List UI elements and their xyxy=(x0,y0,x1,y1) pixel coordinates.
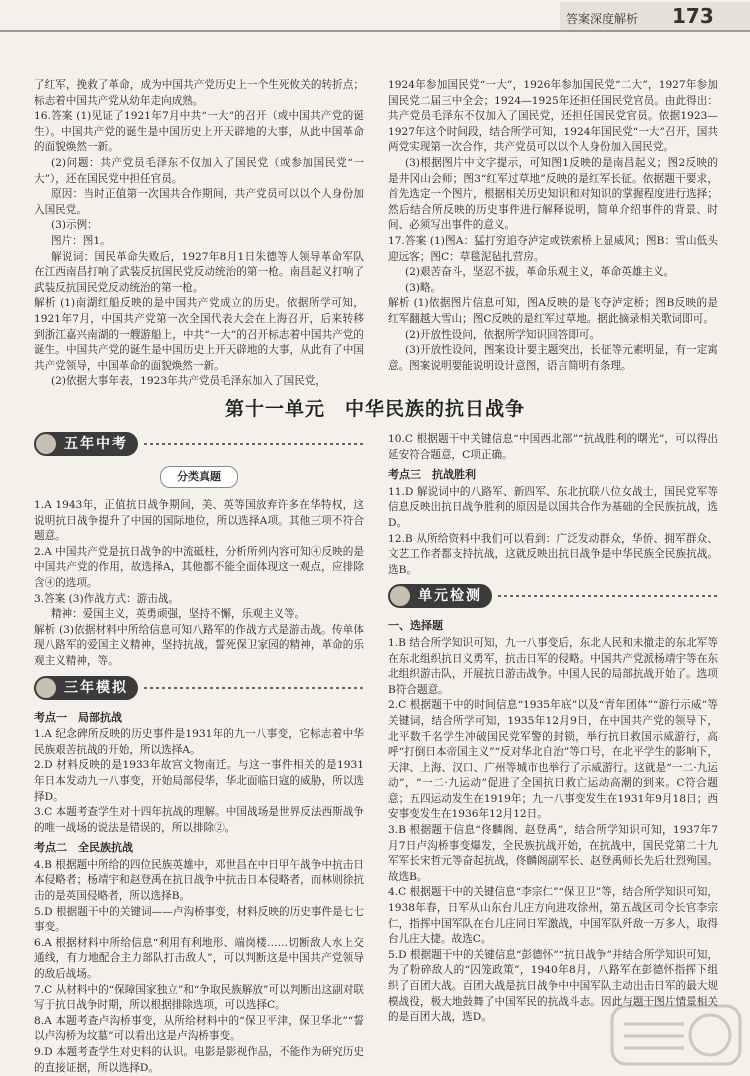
answer-item: 解析 (3)依据材料中所给信息可知八路军的作战方式是游击战。传单体现八路军的爱国主义精神，坚持抗战，誓死保卫家园的精神，革命的乐观主义精神，等。 xyxy=(34,623,364,667)
answer-item: 5.D 根据题干中的关键词——卢沟桥事变，材料反映的历史事件是七七事变。 xyxy=(34,905,364,934)
paragraph: (3)开放性设问，图案设计要主题突出，长征等元素明显，有一定寓意。图案说明要能说明设计意图，语言简明有条理。 xyxy=(388,344,718,372)
paragraph: (2)开放性设问，依据所学知识回答即可。 xyxy=(404,328,601,341)
answer-item: 4.B 根据题中所给的四位民族英雄中，邓世昌在中日甲午战争中抗击日本侵略者；杨靖宇和赵登禹在抗日战争中抗击日本侵略者，而林则徐抗击的是英国侵略者，所以选择B。 xyxy=(34,858,364,903)
topic-heading: 考点一 局部抗战 xyxy=(34,710,122,724)
dashed-rule xyxy=(144,687,364,689)
section-badge xyxy=(34,432,138,456)
answer-item: 2.C 根据题干中的时间信息“1935年底”以及“青年团体”“游行示威”等关键词，结合所学可知，1935年12月9日，在中国共产党的领导下，北平数千名学生冲破国民党军警的封锁，举行抗日救国示威游行，高呼“打倒日本帝国主义”“反对华北自治”等口号，在北平学生的影响下，天津、上海、汉口、广州等城市也举行了示威游行。这就是“一二·九运动”，“一二·九运动”促进了全国抗日救亡运动高潮的到来。C符合题意；五四运动发生在1919年；九一八事变发生在1931年9月18日；西安事变发生在1936年12月12日。 xyxy=(388,699,718,821)
topic-heading: 考点三 抗战胜利 xyxy=(388,468,476,482)
section-badge xyxy=(388,584,492,608)
paragraph: (3)示例： xyxy=(50,219,98,232)
dashed-rule xyxy=(144,443,364,445)
section-banner-three-year xyxy=(34,676,364,702)
answer-item: 8.A 本题考查卢沟桥事变，从所给材料中的“保卫平津，保卫华北”“誓以卢沟桥为坟墓”可以看出这是卢沟桥事变。 xyxy=(34,1014,364,1043)
header-rule xyxy=(0,30,750,32)
page-number: 173 xyxy=(672,4,714,28)
paragraph: 图片：图1。 xyxy=(50,234,111,247)
answer-item: 5.D 根据题干中的关键信息“彭德怀”“抗日战争”并结合所学知识可知，为了粉碎敌人的“囚笼政策”，1940年8月，八路军在彭德怀指挥下组织了百团大战。百团大战是抗日战争中中国军队主动出击日军的最大规模战役，极大地鼓舞了中国军民的抗战斗志。因此与题干图片情景相关的是百团大战，选D。 xyxy=(388,948,718,1024)
paragraph: (2)依据大事年表，1923年共产党员毛泽东加入了国民党， xyxy=(50,375,326,388)
section-badge-label: 单元检测 xyxy=(418,588,482,605)
answer-item: 12.B 从所给资料中我们可以看到：广泛发动群众，华侨、拥军群众、文艺工作者都支持抗战，这就反映出抗日战争是中华民族全民族抗战。选B。 xyxy=(388,532,718,576)
paragraph: 原因：当时正值第一次国共合作期间，共产党员可以以个人身份加入国民党。 xyxy=(34,188,364,216)
paragraph: (2)问题：共产党员毛泽东不仅加入了国民党（或参加国民党“一大”），还在国民党中担任官员。 xyxy=(34,156,364,185)
paragraph: 解析 (1)依据图片信息可知，图A反映的是飞夺泸定桥；图B反映的是红军翻越大雪山；图C反映的是红军过草地。据此摘录相关歌词即可。 xyxy=(388,297,718,325)
subsection-heading: 一、选择题 xyxy=(388,619,443,633)
topic-heading: 考点二 全民族抗战 xyxy=(34,841,133,855)
left-column-bottom xyxy=(34,426,364,1076)
paragraph: (3)略。 xyxy=(404,281,442,294)
answer-item: 1.A 1943年，正值抗日战争期间，美、英等国放弃许多在华特权，这说明抗日战争提升了中国的国际地位，所以选择A项。其他三项不符合题意。 xyxy=(34,499,364,543)
paragraph: 16.答案 (1)见证了1921年7月中共“一大”的召开（或中国共产党的诞生）。中国共产党的诞生是中国历史上开天辟地的大事，从此中国革命的面貌焕然一新。 xyxy=(34,110,364,154)
answer-item: 11.D 解说词中的八路军、新四军、东北抗联八位女战士，国民党军等信息反映出抗日战争胜利的原因是以国共合作为基础的全民族抗战，选D。 xyxy=(388,485,718,529)
mascot-icon xyxy=(390,586,410,606)
right-column-top xyxy=(388,78,718,374)
answer-item: 4.C 根据题干中的关键信息“李宗仁”“保卫卫”等，结合所学知识可知，1938年春，日军从山东台儿庄方向进攻徐州，第五战区司令长官李宗仁，指挥中国军队在台儿庄同日军激战，中国军队歼敌一万多人，取得台儿庄大捷。故选C。 xyxy=(388,886,718,946)
right-column-bottom xyxy=(388,432,718,1026)
paragraph: 解说词：国民革命失败后，1927年8月1日朱德等人领导革命军队在江西南昌打响了武装反抗国民党反动统治的第一枪。南昌起义打响了武装反抗国民党反动统治的第一枪。 xyxy=(34,250,364,294)
answer-item: 1.A 纪念碑所反映的历史事件是1931年的九一八事变，它标志着中华民族艰苦抗战的开始，所以选择A。 xyxy=(34,728,364,756)
answer-item: 3.B 根据题干信息“佟麟阁、赵登禹”，结合所学知识可知，1937年7月7日卢沟桥事变爆发，全民族抗战开始，在抗战中，国民党第二十九军军长宋哲元等奋起抗战，佟麟阁副军长、赵登禹师长先后壮烈殉国。故选B。 xyxy=(388,824,718,883)
unit-title: 第十一单元 中华民族的抗日战争 xyxy=(224,398,525,420)
answer-item: 精神：爱国主义，英勇顽强，坚持不懈，乐观主义等。 xyxy=(50,608,306,621)
paragraph: 1924年参加国民党“一大”，1926年参加国民党“二大”，1927年参加国民党二届三中全会；1924—1925年还担任国民党官员。由此得出：共产党员毛泽东不仅加入了国民党，还担任国民党官员。依据1923—1927年这个时间段，结合所学可知，1924年国民党“一大”召开，国共两党实现第一次合作，共产党员可以以个人身份加入国民党。 xyxy=(388,79,718,154)
section-badge xyxy=(34,676,138,700)
answer-item: 2.A 中国共产党是抗日战争的中流砥柱，分析所列内容可知④反映的是中国共产党的作用，故选择A，其他都不能全面体现这一观点，应排除含④的选项。 xyxy=(34,545,364,589)
section-banner-five-year xyxy=(34,432,364,458)
paragraph: 解析 (1)南湖红船反映的是中国共产党成立的历史。依据所学可知，1921年7月，中国共产党第一次全国代表大会在上海召开，后来转移到浙江嘉兴南湖的一艘游船上，中共“一大”的召开标志着中国共产党的诞生。中国共产党的诞生是中国历史上开天辟地的大事，从此有了中国共产党领导，中国革命的面貌焕然一新。 xyxy=(34,297,364,372)
paragraph: 17.答案 (1)图A：猛打穷追夺泸定或铁索桥上显威风；图B：雪山低头迎远客；图C：草毯泥毡扎营房。 xyxy=(388,234,718,263)
category-pill: 分类真题 xyxy=(160,466,238,488)
section-badge-label: 五年中考 xyxy=(64,436,128,452)
header-title: 答案深度解析 xyxy=(566,12,639,26)
mascot-icon xyxy=(36,678,56,698)
paragraph: 了红军，挽救了革命，成为中国共产党历史上一个生死攸关的转折点；标志着中国共产党从幼年走向成熟。 xyxy=(34,79,364,107)
left-column-top xyxy=(34,78,364,390)
answer-item: 3.答案 (3)作战方式：游击战。 xyxy=(34,592,180,605)
mascot-icon xyxy=(36,434,56,454)
answer-item: 7.C 从材料中的“保障国家独立”和“争取民族解放”可以判断出这副对联写于抗日战争时期，所以根据排除选项，可以选择C。 xyxy=(34,983,364,1012)
answer-item: 10.C 根据题干中关键信息“中国西北部”“抗战胜利的曙光”，可以得出延安符合题意，C项正确。 xyxy=(388,433,718,461)
answer-item: 2.D 材料反映的是1933年故宫文物南迁。与这一事件相关的是1931年日本发动九一八事变，开始局部侵华，华北面临日寇的威胁，所以选择D。 xyxy=(34,759,364,803)
paragraph: (3)根据图片中文字提示，可知图1反映的是南昌起义；图2反映的是井冈山会师；图3“红军过草地”反映的是红军长征。依据题干要求，首先选定一个图片，根据相关历史知识和对知识的掌握程度进行选择；然后结合所反映的历史事件进行解释说明，简单介绍事件的背景、时间、必须写出事件的意义。 xyxy=(388,156,718,232)
answer-item: 1.B 结合所学知识可知，九一八事变后，东北人民和未撤走的东北军等在东北组织抗日义勇军，抗击日军的侵略。中国共产党派杨靖宇等在东北组织游击队，开展抗日游击战争。中国人民的局部抗战开始了。选项B符合题意。 xyxy=(388,636,718,696)
dashed-rule xyxy=(498,595,718,597)
section-banner-unit-test xyxy=(388,584,718,610)
section-badge-label: 三年模拟 xyxy=(64,679,128,696)
answer-item: 6.A 根据材料中所给信息“利用有利地形、端岗楼……切断敌人水上交通线，有力地配合主力部队打击敌人”，可以判断这是中国共产党领导的敌后战场。 xyxy=(34,936,364,981)
answer-item: 9.D 本题考查学生对史料的认识。电影是影视作品，不能作为研究历史的直接证据，所以选择D。 xyxy=(34,1046,364,1074)
answer-item: 3.C 本题考查学生对十四年抗战的理解。中国战场是世界反法西斯战争的唯一战场的说法是错误的，所以排除②。 xyxy=(34,806,364,834)
paragraph: (2)艰苦奋斗，坚忍不拔，革命乐观主义，革命英雄主义。 xyxy=(404,266,675,279)
watermark-logo xyxy=(610,1002,742,1068)
